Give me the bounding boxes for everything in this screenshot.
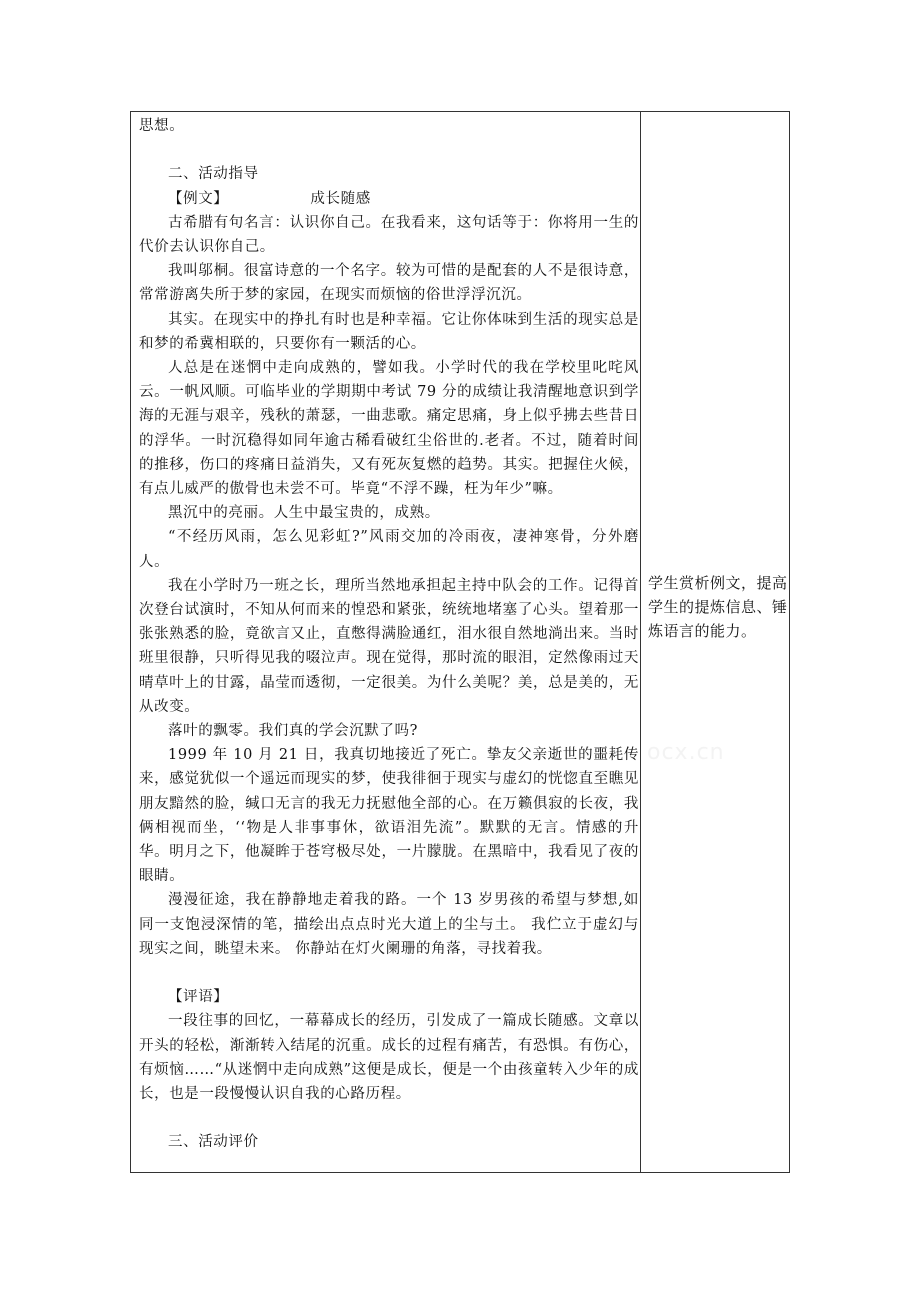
essay-paragraph: 落叶的飘零。我们真的学会沉默了吗? bbox=[168, 723, 418, 740]
blank-line bbox=[139, 138, 639, 162]
essay-paragraph: 人总是在迷惘中走向成熟的，譬如我。小学时代的我在学校里叱咤风云。一帆风顺。可临毕业的学期期中考试 79 分的成绩让我清醒地意识到学海的无涯与艰辛，残秋的萧瑟，一曲悲歌。痛定思痛，身上似乎拂去些昔日的浮华。一时沉稳得如同年逾古稀看破红尘俗世的.老者。不过，随着时间的推移，伤口的疼痛日益消失，又有死灰复燃的趋势。其实。把握住火候，有点儿威严的傲骨也未尝不可。毕竟“不浮不躁，枉为年少”嘛。 bbox=[139, 360, 639, 498]
watermark: ocx.cn bbox=[647, 740, 725, 765]
lesson-table bbox=[130, 111, 790, 1173]
comment-paragraph: 一段往事的回忆，一幕幕成长的经历，引发成了一篇成长随感。文章以开头的轻松，渐渐转入结尾的沉重。成长的过程有痛苦，有恐惧。有伤心，有烦恼……“从迷惘中走向成熟”这便是成长，便是一个由孩童转入少年的成长，也是一段慢慢认识自我的心路历程。 bbox=[139, 1013, 639, 1103]
essay-paragraph: 我在小学时乃一班之长，理所当然地承担起主持中队会的工作。记得首次登台试演时，不知从何而来的惶恐和紧张，统统地堵塞了心头。望着那一张张熟悉的脸，竟欲言又止，直憋得满脸通红，泪水很自然地淌出来。当时班里很静，只听得见我的啜泣声。现在觉得，那时流的眼泪，定然像雨过天晴草叶上的甘露，晶莹而透彻，一定很美。为什么美呢？美，总是美的，无从改变。 bbox=[139, 577, 639, 715]
column-divider bbox=[640, 112, 641, 1172]
teaching-note: 学生赏析例文，提高学生的提炼信息、锤炼语言的能力。 bbox=[648, 574, 788, 640]
essay-paragraph: 其实。在现实中的挣扎有时也是种幸福。它让你体味到生活的现实总是和梦的希冀相联的，只要你有一颗活的心。 bbox=[139, 311, 639, 352]
section3-heading: 三、活动评价 bbox=[168, 1134, 259, 1151]
comment-label: 【评语】 bbox=[168, 989, 229, 1006]
essay-paragraph: 漫漫征途，我在静静地走着我的路。一个 13 岁男孩的希望与梦想,如同一支饱浸深情的笔，描绘出点点时光大道上的尘与土。 我伫立于虚幻与现实之间，眺望未来。 你静站在灯火阑珊的角落，寻找着我。 bbox=[139, 892, 639, 957]
content-cell bbox=[139, 114, 639, 1155]
opening-text: 思想。 bbox=[139, 118, 185, 134]
section2-heading: 二、活动指导 bbox=[168, 166, 259, 183]
blank-line bbox=[139, 961, 639, 985]
essay-paragraph: 我叫邬桐。很富诗意的一个名字。较为可惜的是配套的人不是很诗意，常常游离失所于梦的家园，在现实而烦恼的俗世浮浮沉沉。 bbox=[139, 263, 639, 304]
essay-paragraph: 古希腊有句名言：认识你自己。在我看来，这句话等于：你将用一生的代价去认识你自己。 bbox=[139, 214, 639, 255]
essay-paragraph: 黑沉中的亮丽。人生中最宝贵的，成熟。 bbox=[168, 505, 440, 522]
essay-paragraph: 1999 年 10 月 21 日，我真切地接近了死亡。挚友父亲逝世的噩耗传来，感觉犹似一个遥远而现实的梦，使我徘徊于现实与虚幻的恍惚直至瞧见朋友黯然的脸，缄口无言的我无力抚慰他全部的心。在万籁俱寂的长夜，我俩相视而坐，‘‘物是人非事事休，欲语泪先流”。默默的无言。情感的升华。明月之下，他凝眸于苍穹极尽处，一片朦胧。在黑暗中，我看见了夜的眼睛。 bbox=[139, 747, 639, 885]
example-label: 【例文】 bbox=[168, 190, 229, 207]
essay-paragraph: “不经历风雨，怎么见彩虹?”风雨交加的冷雨夜，凄神寒骨，分外磨人。 bbox=[139, 529, 639, 570]
example-header bbox=[139, 187, 639, 211]
example-title: 成长随感 bbox=[310, 190, 371, 207]
blank-line bbox=[139, 1106, 639, 1130]
